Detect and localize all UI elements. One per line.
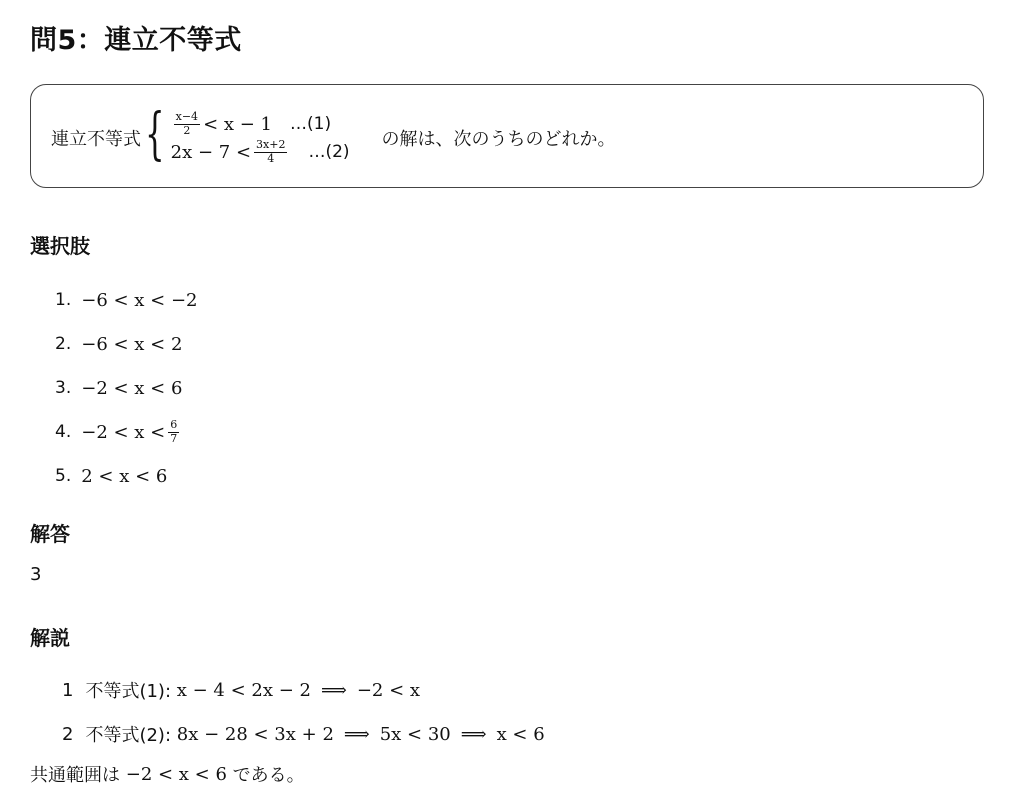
- conclusion-prefix: 共通範囲は: [30, 765, 120, 786]
- problem-suffix: の解は、次のうちのどれか。: [381, 129, 616, 150]
- choice-expression: −6 < x < 2: [81, 333, 183, 355]
- fraction-numerator: x−4: [175, 110, 199, 124]
- step-number: 1: [62, 679, 74, 701]
- step-expression: −2 < x: [356, 679, 421, 701]
- inequality-1: [171, 112, 350, 136]
- step-label: 不等式(2):: [85, 725, 172, 746]
- choice-number: 5.: [55, 466, 72, 486]
- system-brace: {: [145, 102, 165, 167]
- choice-item: [55, 366, 198, 410]
- implies-arrow: ⟹: [321, 679, 347, 701]
- inequality-1-rest: < x − 1: [203, 113, 272, 135]
- fraction: [174, 111, 200, 136]
- step-number: 2: [62, 723, 74, 745]
- fraction-denominator: 4: [267, 151, 275, 165]
- page-title: 問5：連立不等式: [30, 25, 242, 56]
- choice-item: [55, 322, 198, 366]
- inequality-2: [171, 140, 350, 164]
- answer-heading: 解答: [30, 522, 70, 546]
- step-expression: 8x − 28 < 3x + 2: [176, 723, 334, 745]
- fraction-denominator: 7: [170, 431, 178, 445]
- answer-value: 3: [30, 564, 42, 585]
- problem-statement: [51, 102, 616, 167]
- choice-item: [55, 410, 198, 454]
- equation-tag-1: …(1): [290, 114, 332, 134]
- conclusion-suffix: である。: [232, 765, 305, 786]
- choice-expression: −2 < x < 6: [81, 377, 183, 399]
- fraction-denominator: 2: [183, 123, 191, 137]
- solution-steps: [62, 668, 545, 756]
- step-expression: x − 4 < 2x − 2: [176, 679, 311, 701]
- inequality-system: [171, 112, 350, 164]
- explanation-heading: 解説: [30, 626, 70, 650]
- inequality-2-lead: 2x − 7 <: [170, 141, 252, 163]
- solution-step: [62, 668, 545, 712]
- implies-arrow: ⟹: [343, 723, 370, 745]
- fraction-numerator: 3x+2: [256, 138, 286, 152]
- problem-box: [30, 84, 984, 188]
- solution-step: [62, 712, 545, 756]
- conclusion: [30, 752, 305, 796]
- choice-number: 4.: [55, 422, 72, 442]
- choices-heading: 選択肢: [30, 234, 90, 258]
- equation-tag-2: …(2): [308, 142, 350, 162]
- fraction: [168, 419, 179, 444]
- choice-expression: −2 < x <: [81, 421, 166, 443]
- choice-item: [55, 454, 198, 498]
- choice-expression: −6 < x < −2: [81, 289, 198, 311]
- choice-item: [55, 278, 198, 322]
- step-label: 不等式(1):: [85, 681, 172, 702]
- fraction: [254, 139, 287, 164]
- step-expression: 5x < 30: [379, 723, 451, 745]
- step-expression: x < 6: [496, 723, 545, 745]
- implies-arrow: ⟹: [460, 723, 487, 745]
- choice-expression: 2 < x < 6: [81, 465, 168, 487]
- fraction-numerator: 6: [170, 418, 178, 432]
- problem-prefix: 連立不等式: [51, 129, 141, 150]
- choices-list: [55, 278, 198, 498]
- conclusion-expression: −2 < x < 6: [125, 763, 227, 785]
- choice-number: 3.: [55, 378, 72, 398]
- choice-number: 2.: [55, 334, 72, 354]
- choice-number: 1.: [55, 290, 72, 310]
